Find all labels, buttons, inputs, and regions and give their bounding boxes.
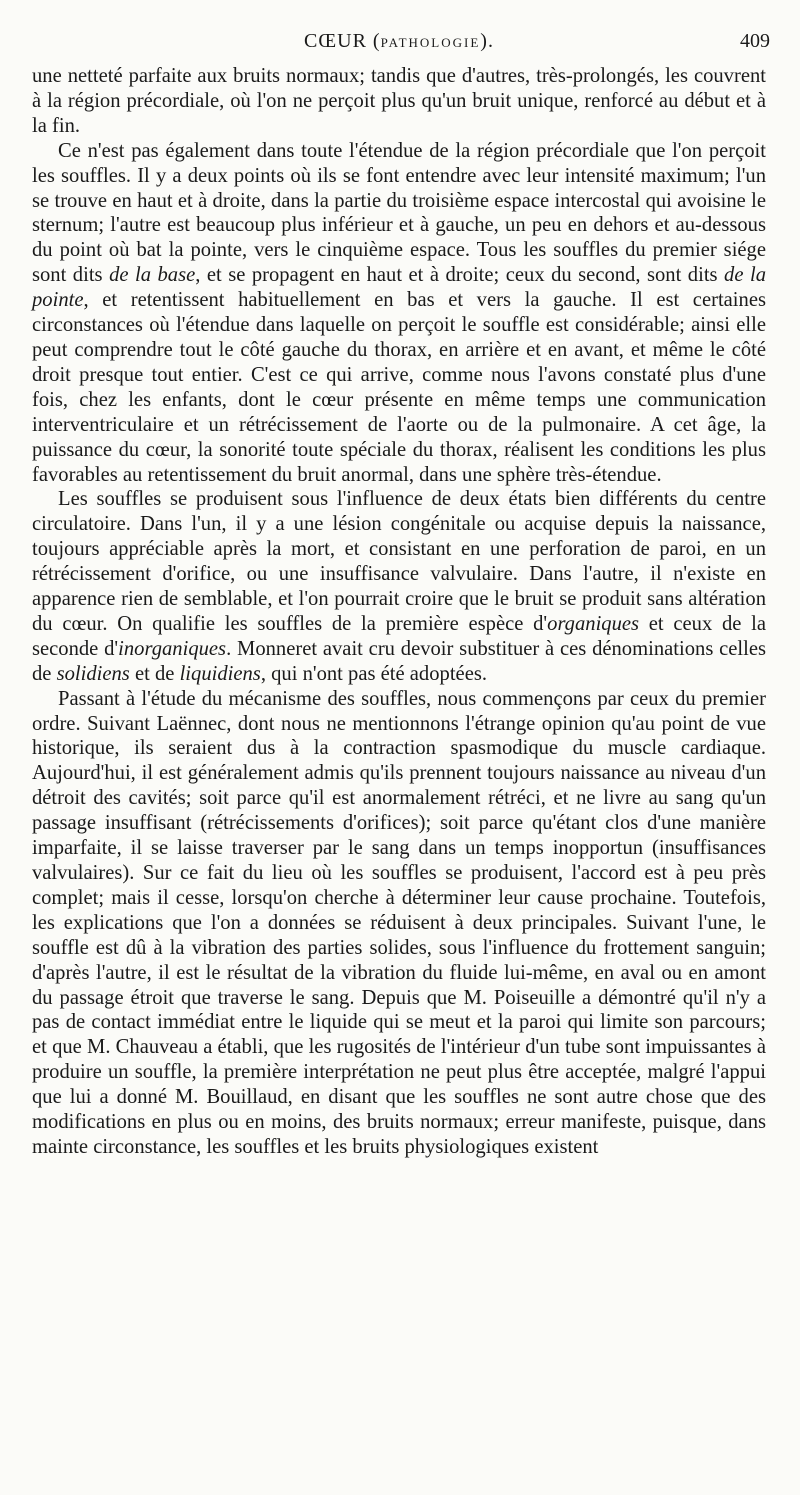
- running-title-end: ).: [480, 30, 494, 52]
- italic-text: organiques: [547, 612, 640, 635]
- page-number: 409: [740, 30, 770, 52]
- text-run: , et se propagent en haut et à droite; ceux du second, sont dits: [195, 264, 725, 287]
- text-run: et de: [129, 662, 180, 685]
- paragraph: [32, 687, 766, 1160]
- italic-text: de la pointe: [32, 264, 766, 312]
- page-header: [28, 30, 770, 60]
- italic-text: de la base: [109, 264, 196, 287]
- text-run: , et retentissent habituellement en bas et vers la gauche. Il est certaines circonstances où l'étendue dans laquelle on perçoit le souffle est considérable; ainsi elle peut comprendre tout le côté gauche du thorax, en arrière et en avant, et même le côté droit presque tout entier. C'est ce qui arrive, comme nous l'avons constaté plus d'une fois, chez les enfants, dont le cœur présente en même temps une communication interventriculaire et un rétrécissement de l'aorte ou de la pulmonaire. A cet âge, la puissance du cœur, la sonorité toute spéciale du thorax, réalisent les conditions les plus favorables au retentissement du bruit anormal, dans une sphère très-étendue.: [32, 289, 766, 486]
- italic-text: solidiens: [56, 662, 130, 685]
- text-run: Les souffles se produisent sous l'influence de deux états bien différents du centre circulatoire. Dans l'un, il y a une lésion congénitale ou acquise depuis la naissance, toujours appréciable après la mort, et consistant en une perforation de paroi, en un rétrécissement d'orifice, ou une insuffisance valvulaire. Dans l'autre, il n'existe en apparence rien de semblable, et l'on pourrait croire que le bruit se produit sans altération du cœur. On qualifie les souffles de la première espèce d': [32, 488, 766, 635]
- running-title-small-caps: PATHOLOGIE: [380, 35, 481, 50]
- text-run: Passant à l'étude du mécanisme des souffles, nous commençons par ceux du premier ordre. Suivant Laënnec, dont nous ne mentionnons l'étrange opinion qu'au point de vue historique, ils seraient dus à la contraction spasmodique du muscle cardiaque. Aujourd'hui, il est généralement admis qu'ils prennent toujours naissance au niveau d'un détroit des cavités; soit parce qu'il est anormalement rétréci, et ne livre au sang qu'un passage insuffisant (rétrécissements d'orifices); soit parce qu'étant clos d'une manière imparfaite, il se laisse traverser par le sang dans un temps inopportun (insuffisances valvulaires). Sur ce fait du lieu où les souffles se produisent, l'accord est à peu près complet; mais il cesse, lorsqu'on cherche à déterminer leur cause prochaine. Toutefois, les explications que l'on a données se réduisent à deux principales. Suivant l'une, le souffle est dû à la vibration des parties solides, sous l'influence du frottement sanguin; d'après l'autre, il est le résultat de la vibration du fluide lui-même, en aval ou en amont du passage étroit que traverse le sang. Depuis que M. Poiseuille a démontré qu'il n'y a pas de contact immédiat entre le liquide qui se meut et la paroi qui limite son parcours; et que M. Chauveau a établi, que les rugosités de l'intérieur d'un tube sont impuissantes à produire un souffle, la première interprétation ne peut plus être acceptée, malgré l'appui que lui a donné M. Bouillaud, en disant que les souffles ne sont autre chose que des modifications en plus ou en moins, des bruits normaux; erreur manifeste, puisque, dans mainte circonstance, les souffles et les bruits physiologiques existent: [32, 687, 766, 1158]
- text-run: . Monneret avait cru devoir substituer à ces dénominations celles de: [32, 637, 767, 685]
- running-title-main: CŒUR (: [304, 30, 381, 52]
- paragraph: [32, 139, 766, 488]
- paragraph: [32, 64, 766, 139]
- italic-text: inorganiques: [118, 637, 227, 660]
- paragraph: [32, 487, 766, 686]
- running-title: [28, 30, 770, 53]
- text-run: une netteté parfaite aux bruits normaux; tandis que d'autres, très-prolongés, les couvrent à la région précordiale, où l'on ne perçoit plus qu'un bruit unique, renforcé au début et à la fin.: [32, 65, 766, 137]
- text-run: Ce n'est pas également dans toute l'étendue de la région précordiale que l'on perçoit les souffles. Il y a deux points où ils se font entendre avec leur intensité maximum; l'un se trouve en haut et à droite, dans la partie du troisième espace intercostal qui avoisine le sternum; l'autre est beaucoup plus inférieur et à gauche, un peu en dehors et au-dessous du point où bat la pointe, vers le cinquième espace. Tous les souffles du premier siége sont dits: [32, 139, 766, 287]
- italic-text: liquidiens: [179, 662, 261, 685]
- text-run: et ceux de la seconde d': [32, 612, 766, 660]
- body-text: [32, 64, 766, 1160]
- text-run: , qui n'ont pas été adoptées.: [260, 662, 487, 685]
